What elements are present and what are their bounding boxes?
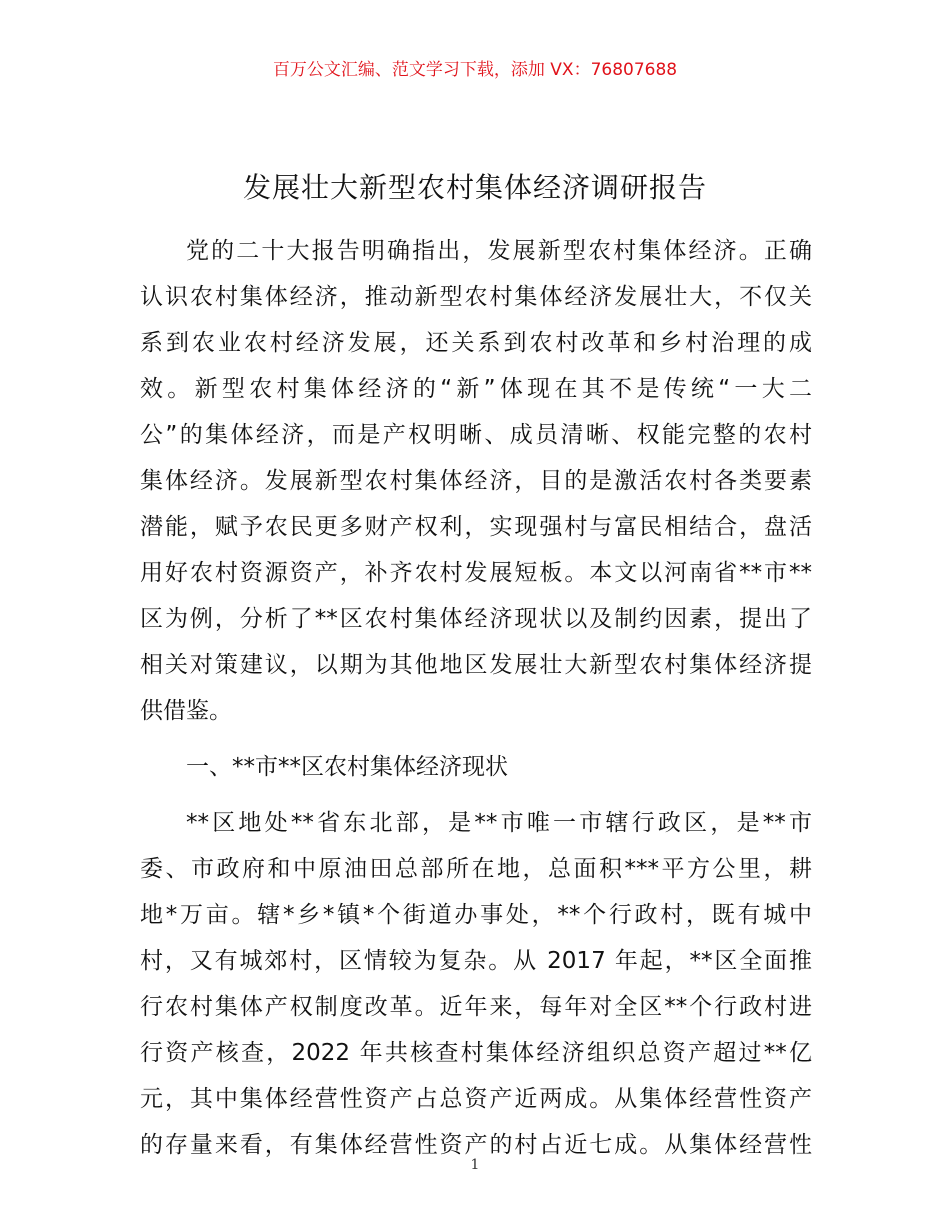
paragraph-line: 集体经济。发展新型农村集体经济，目的是激活农村各类要素 xyxy=(140,468,812,494)
paragraph-line: **区地处**省东北部，是**市唯一市辖行政区，是**市 xyxy=(186,810,812,836)
paragraph-line: 行农村集体产权制度改革。近年来，每年对全区**个行政村进 xyxy=(140,994,812,1020)
paragraph-line: 供借鉴。 xyxy=(140,698,232,724)
section-heading: 一、**市**区农村集体经济现状 xyxy=(186,754,508,780)
paragraph-line: 的存量来看，有集体经营性资产的村占近七成。从集体经营性 xyxy=(140,1132,812,1158)
paragraph-line: 效。新型农村集体经济的“新”体现在其不是传统“一大二 xyxy=(140,376,812,402)
document-title: 发展壮大新型农村集体经济调研报告 xyxy=(242,171,707,204)
paragraph-line: 党的二十大报告明确指出，发展新型农村集体经济。正确 xyxy=(186,238,812,264)
paragraph-line: 村，又有城郊村，区情较为复杂。从 2017 年起，**区全面推 xyxy=(140,948,812,974)
document-body xyxy=(140,228,812,1168)
paragraph-line: 用好农村资源资产，补齐农村发展短板。本文以河南省**市** xyxy=(140,560,812,586)
paragraph-line: 地*万亩。辖*乡*镇*个街道办事处，**个行政村，既有城中 xyxy=(140,902,812,928)
header-banner: 百万公文汇编、范文学习下载，添加 VX：76807688 xyxy=(272,60,678,80)
page-number: 1 xyxy=(470,1157,480,1173)
paragraph-line: 区为例，分析了**区农村集体经济现状以及制约因素，提出了 xyxy=(140,606,812,632)
paragraph-line: 元，其中集体经营性资产占总资产近两成。从集体经营性资产 xyxy=(140,1086,812,1112)
paragraph-line: 认识农村集体经济，推动新型农村集体经济发展壮大，不仅关 xyxy=(140,284,812,310)
paragraph-line: 相关对策建议，以期为其他地区发展壮大新型农村集体经济提 xyxy=(140,652,812,678)
paragraph-line: 委、市政府和中原油田总部所在地，总面积***平方公里，耕 xyxy=(140,856,812,882)
paragraph-intro xyxy=(140,228,812,734)
paragraph-line: 潜能，赋予农民更多财产权利，实现强村与富民相结合，盘活 xyxy=(140,514,812,540)
paragraph-status xyxy=(140,800,812,1168)
paragraph-line: 系到农业农村经济发展，还关系到农村改革和乡村治理的成 xyxy=(140,330,812,356)
paragraph-line: 公”的集体经济，而是产权明晰、成员清晰、权能完整的农村 xyxy=(140,422,812,448)
paragraph-line: 行资产核查，2022 年共核查村集体经济组织总资产超过**亿 xyxy=(140,1040,812,1066)
